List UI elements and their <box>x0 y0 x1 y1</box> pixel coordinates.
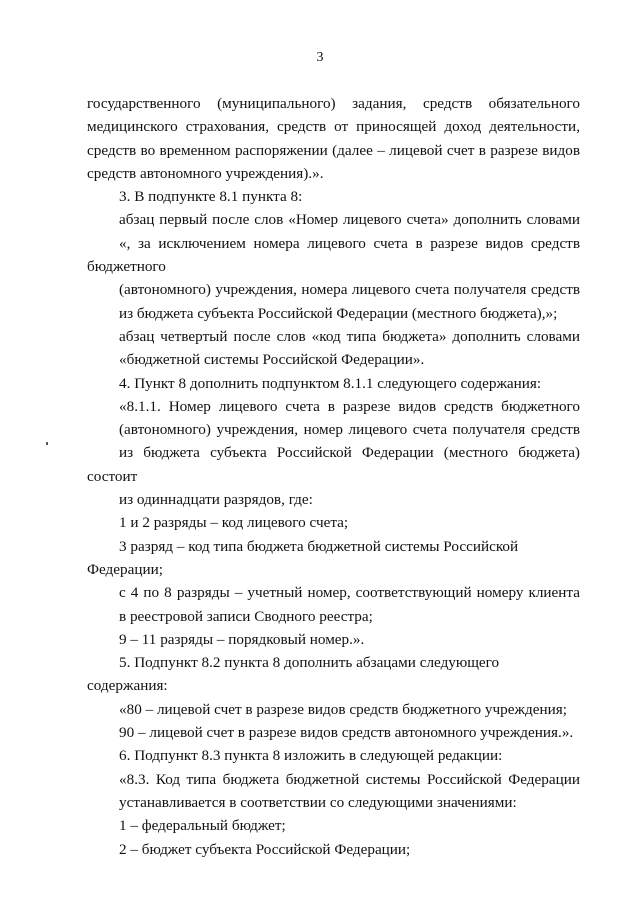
text-line: устанавливается в соответствии со следующими значениями: <box>119 793 517 811</box>
paragraph <box>87 698 580 721</box>
text-line: 3 разряд – код типа бюджета бюджетной системы Российской Федерации; <box>87 537 519 578</box>
paragraph <box>87 395 580 511</box>
text-line: медицинского страхования, средств от приносящей доход деятельности, <box>87 118 580 136</box>
text-line: «бюджетной системы Российской Федерации». <box>119 351 425 369</box>
paragraph <box>87 372 580 395</box>
text-line: 4. Пункт 8 дополнить подпунктом 8.1.1 следующего содержания: <box>119 374 542 392</box>
text-line: из одиннадцати разрядов, где: <box>119 491 313 509</box>
paragraph <box>87 721 580 744</box>
paragraph <box>87 185 580 208</box>
paragraph <box>87 208 580 324</box>
text-line: «, за исключением номера лицевого счета в разрезе видов средств бюджетного <box>87 234 580 276</box>
text-line: 9 – 11 разряды – порядковый номер.». <box>119 630 365 648</box>
page-number: 3 <box>316 50 324 65</box>
text-line: из бюджета субъекта Российской Федерации (местного бюджета),»; <box>119 304 558 322</box>
paragraph <box>87 92 580 185</box>
text-line: из бюджета субъекта Российской Федерации (местного бюджета) состоит <box>87 444 580 485</box>
text-line: в реестровой записи Сводного реестра; <box>119 607 373 625</box>
text-line: государственного (муниципального) задания, средств обязательного <box>87 95 580 112</box>
text-line: 5. Подпункт 8.2 пункта 8 дополнить абзацами следующего содержания: <box>87 654 500 695</box>
paragraph <box>87 581 580 628</box>
margin-mark <box>46 442 48 445</box>
paragraph <box>87 628 580 651</box>
text-line: 90 – лицевой счет в разрезе видов средств автономного учреждения.». <box>119 724 574 742</box>
text-line: 6. Подпункт 8.3 пункта 8 изложить в следующей редакции: <box>119 747 503 765</box>
paragraph <box>87 838 580 861</box>
text-line: «8.3. Код типа бюджета бюджетной системы Российской Федерации <box>119 770 580 788</box>
text-line: абзац четвертый после слов «код типа бюджета» дополнить словами <box>119 327 580 345</box>
text-line: с 4 по 8 разряды – учетный номер, соответствующий номеру клиента <box>119 584 580 602</box>
text-line: 1 – федеральный бюджет; <box>119 817 286 835</box>
text-line: 3. В подпункте 8.1 пункта 8: <box>119 188 303 206</box>
text-line: 2 – бюджет субъекта Российской Федерации; <box>119 840 411 858</box>
paragraph <box>87 744 580 767</box>
text-line: средств во временном распоряжении (далее – лицевой счет в разрезе видов <box>87 141 580 159</box>
text-line: абзац первый после слов «Номер лицевого счета» дополнить словами <box>119 211 580 229</box>
paragraph <box>87 535 580 582</box>
text-line: средств автономного учреждения).». <box>87 164 324 182</box>
text-line: 1 и 2 разряды – код лицевого счета; <box>119 514 349 532</box>
text-line: (автономного) учреждения, номер лицевого счета получателя средств <box>119 421 580 439</box>
text-line: (автономного) учреждения, номера лицевого счета получателя средств <box>119 281 580 299</box>
document-body <box>87 92 580 861</box>
paragraph <box>87 814 580 837</box>
paragraph <box>87 651 580 698</box>
paragraph <box>87 768 580 815</box>
paragraph <box>87 325 580 372</box>
paragraph <box>87 511 580 534</box>
text-line: «8.1.1. Номер лицевого счета в разрезе видов средств бюджетного <box>119 397 580 415</box>
text-line: «80 – лицевой счет в разрезе видов средств бюджетного учреждения; <box>119 700 567 718</box>
